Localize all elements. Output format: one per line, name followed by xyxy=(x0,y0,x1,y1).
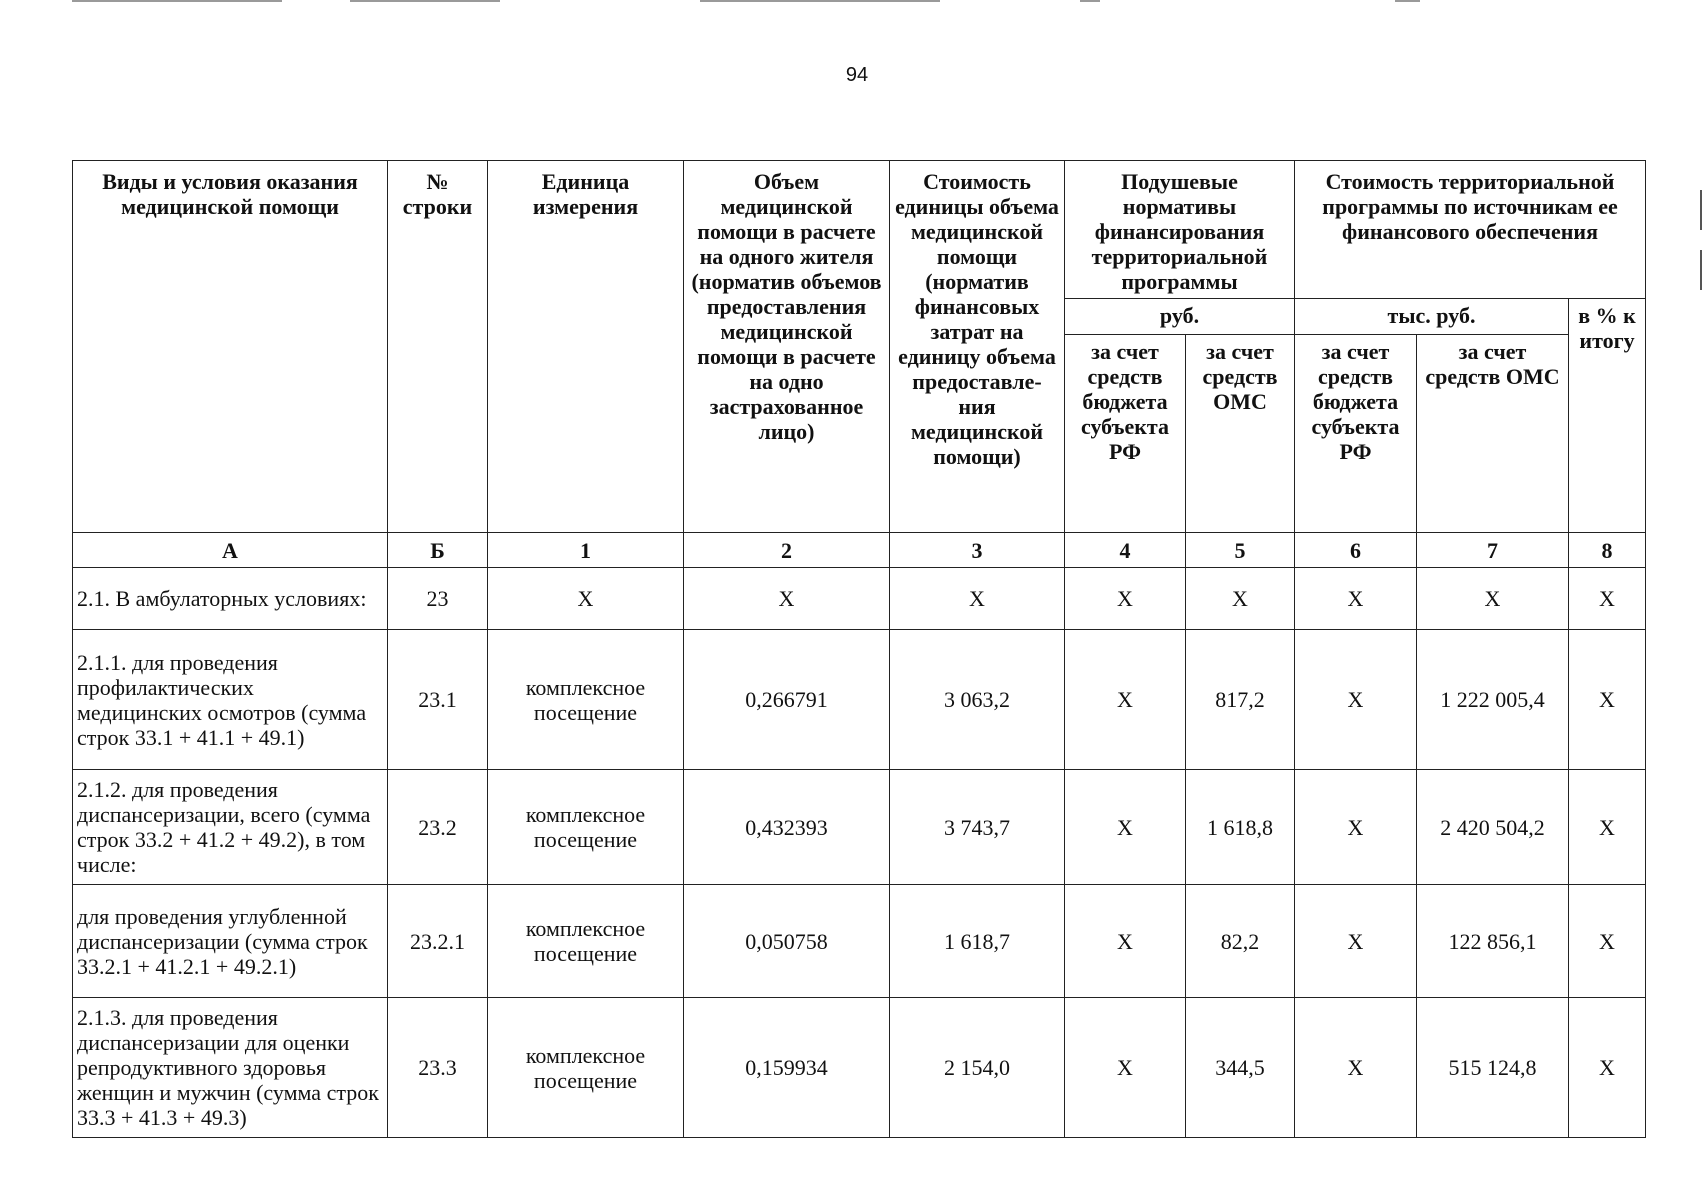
table-row xyxy=(73,770,1646,885)
header-program-cost: Стоимость территориальной программы по источникам ее финансового обеспечения xyxy=(1295,161,1646,299)
row-unit-cost: 2 154,0 xyxy=(890,998,1065,1138)
header-line-number: № строки xyxy=(388,161,488,533)
row-line-number: 23.1 xyxy=(388,630,488,770)
row-thous-budget: Х xyxy=(1295,568,1417,630)
row-volume: 0,432393 xyxy=(684,770,890,885)
scan-edge-mark xyxy=(1700,190,1702,230)
row-unit-cost: 1 618,7 xyxy=(890,885,1065,998)
row-volume: 0,159934 xyxy=(684,998,890,1138)
row-rub-budget: Х xyxy=(1065,770,1186,885)
scan-edge-mark xyxy=(1700,250,1702,290)
index-cell: 3 xyxy=(890,533,1065,568)
row-rub-oms: 82,2 xyxy=(1186,885,1295,998)
row-unit: комплексное посещение xyxy=(488,885,684,998)
row-rub-oms: 817,2 xyxy=(1186,630,1295,770)
row-line-number: 23 xyxy=(388,568,488,630)
header-thous-rub: тыс. руб. xyxy=(1295,299,1569,335)
index-cell: 8 xyxy=(1569,533,1646,568)
row-thous-oms: 515 124,8 xyxy=(1417,998,1569,1138)
index-cell: 1 xyxy=(488,533,684,568)
row-percent: Х xyxy=(1569,885,1646,998)
table-row xyxy=(73,885,1646,998)
header-volume-per-resident: Объем медицинской помощи в расчете на одного жителя (норматив объемов предоставления медицинской помощи в расчете на одно застрахованное лицо) xyxy=(684,161,890,533)
header-percent-of-total: в % к итогу xyxy=(1569,299,1646,533)
financing-table xyxy=(72,160,1646,1138)
row-line-number: 23.2.1 xyxy=(388,885,488,998)
table-row xyxy=(73,998,1646,1138)
row-percent: Х xyxy=(1569,998,1646,1138)
index-cell: 7 xyxy=(1417,533,1569,568)
row-rub-budget: Х xyxy=(1065,568,1186,630)
row-thous-oms: 122 856,1 xyxy=(1417,885,1569,998)
row-name: для проведения углубленной диспансеризации (сумма строк 33.2.1 + 41.2.1 + 49.2.1) xyxy=(73,885,388,998)
row-line-number: 23.3 xyxy=(388,998,488,1138)
row-rub-oms: 344,5 xyxy=(1186,998,1295,1138)
header-thous-oms: за счет средств ОМС xyxy=(1417,335,1569,533)
row-name: 2.1. В амбулаторных условиях: xyxy=(73,568,388,630)
row-percent: Х xyxy=(1569,630,1646,770)
index-cell: Б xyxy=(388,533,488,568)
row-line-number: 23.2 xyxy=(388,770,488,885)
scan-artifact-line xyxy=(1080,0,1100,2)
header-unit: Единица измерения xyxy=(488,161,684,533)
index-cell: 2 xyxy=(684,533,890,568)
header-thous-budget: за счет средств бюджета субъекта РФ xyxy=(1295,335,1417,533)
header-unit-cost: Стоимость единицы объема медицинской помощи (норматив финансовых затрат на единицу объема предоставле- ния медицинской помощи) xyxy=(890,161,1065,533)
row-volume: 0,050758 xyxy=(684,885,890,998)
row-rub-oms: 1 618,8 xyxy=(1186,770,1295,885)
row-unit: Х xyxy=(488,568,684,630)
page-number: 94 xyxy=(845,64,869,86)
index-cell: 6 xyxy=(1295,533,1417,568)
row-unit: комплексное посещение xyxy=(488,998,684,1138)
row-rub-budget: Х xyxy=(1065,885,1186,998)
table-row xyxy=(73,568,1646,630)
index-cell: 4 xyxy=(1065,533,1186,568)
header-rub-budget: за счет средств бюджета субъекта РФ xyxy=(1065,335,1186,533)
header-rub: руб. xyxy=(1065,299,1295,335)
row-name: 2.1.1. для проведения профилактических медицинских осмотров (сумма строк 33.1 + 41.1 + 49.1) xyxy=(73,630,388,770)
row-unit-cost: Х xyxy=(890,568,1065,630)
row-percent: Х xyxy=(1569,770,1646,885)
header-kinds-of-care: Виды и условия оказания медицинской помощи xyxy=(73,161,388,533)
index-cell: 5 xyxy=(1186,533,1295,568)
row-thous-budget: Х xyxy=(1295,770,1417,885)
scan-artifact-line xyxy=(1395,0,1420,2)
row-unit-cost: 3 743,7 xyxy=(890,770,1065,885)
row-unit: комплексное посещение xyxy=(488,630,684,770)
row-name: 2.1.3. для проведения диспансеризации для оценки репродуктивного здоровья женщин и мужчин (сумма строк 33.3 + 41.3 + 49.3) xyxy=(73,998,388,1138)
row-percent: Х xyxy=(1569,568,1646,630)
row-rub-budget: Х xyxy=(1065,998,1186,1138)
row-thous-oms: Х xyxy=(1417,568,1569,630)
header-per-capita-standards: Подушевые нормативы финансирования территориальной программы xyxy=(1065,161,1295,299)
scan-artifact-line xyxy=(72,0,282,2)
scan-artifact-line xyxy=(700,0,940,2)
row-unit: комплексное посещение xyxy=(488,770,684,885)
table-row xyxy=(73,630,1646,770)
row-thous-budget: Х xyxy=(1295,630,1417,770)
scan-artifact-line xyxy=(350,0,500,2)
row-rub-budget: Х xyxy=(1065,630,1186,770)
row-thous-oms: 1 222 005,4 xyxy=(1417,630,1569,770)
header-rub-oms: за счет средств ОМС xyxy=(1186,335,1295,533)
row-volume: 0,266791 xyxy=(684,630,890,770)
row-volume: Х xyxy=(684,568,890,630)
index-cell: А xyxy=(73,533,388,568)
row-thous-budget: Х xyxy=(1295,998,1417,1138)
row-thous-oms: 2 420 504,2 xyxy=(1417,770,1569,885)
row-thous-budget: Х xyxy=(1295,885,1417,998)
row-rub-oms: Х xyxy=(1186,568,1295,630)
row-name: 2.1.2. для проведения диспансеризации, всего (сумма строк 33.2 + 41.2 + 49.2), в том числе: xyxy=(73,770,388,885)
row-unit-cost: 3 063,2 xyxy=(890,630,1065,770)
